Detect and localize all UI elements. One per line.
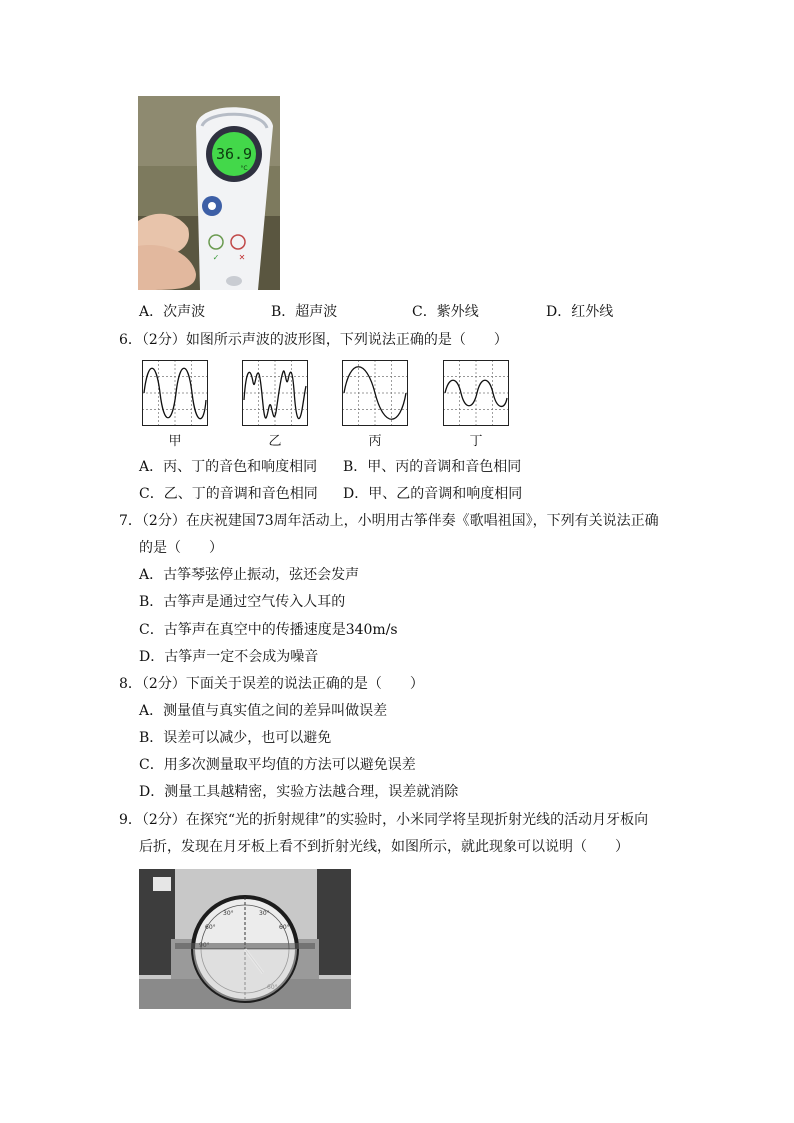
q9-text-line1: 在探究“光的折射规律”的实验时，小米同学将呈现折射光线的活动月牙板向 <box>185 812 649 828</box>
q6-number: 6． <box>119 332 142 348</box>
q8-option-b[interactable]: B．误差可以减少，也可以避免 <box>139 730 332 746</box>
refraction-apparatus-photo <box>139 869 351 1009</box>
wave-label-yi: 乙 <box>268 434 282 449</box>
q9-number: 9． <box>119 812 142 828</box>
q6-stem <box>119 330 508 350</box>
q8-number: 8． <box>119 676 142 692</box>
angle-mark-2: 60° <box>205 924 216 931</box>
waveform-jia <box>142 360 208 426</box>
q8-score: （2分） <box>141 676 186 692</box>
q5-option-b[interactable]: B．超声波 <box>271 304 338 320</box>
q6-options-row1 <box>0 457 794 477</box>
waveform-bing <box>342 360 408 426</box>
q9-stem-line1 <box>119 810 648 830</box>
q8-stem <box>119 674 424 694</box>
thermometer-unit: °C <box>240 165 248 172</box>
q8-option-d[interactable]: D．测量工具越精密，实验方法越合理，误差就消除 <box>139 784 459 800</box>
q8-option-a[interactable]: A．测量值与真实值之间的差异叫做误差 <box>139 703 388 719</box>
q5-option-c[interactable]: C．紫外线 <box>412 304 479 320</box>
q7-option-b[interactable]: B．古筝声是通过空气传入人耳的 <box>139 594 346 610</box>
svg-text:✓: ✓ <box>212 253 220 262</box>
q5-option-d[interactable]: D．红外线 <box>546 304 614 320</box>
thermometer-photo <box>138 96 280 290</box>
q6-option-b[interactable]: B．甲、丙的音调和音色相同 <box>343 459 522 475</box>
wave-label-bing: 丙 <box>368 434 382 449</box>
q6-option-d[interactable]: D．甲、乙的音调和响度相同 <box>343 486 523 502</box>
q7-option-c[interactable]: C．古筝声在真空中的传播速度是340m/s <box>139 622 398 638</box>
thermometer-reading: 36.9 <box>215 145 253 163</box>
q6-score: （2分） <box>141 332 186 348</box>
q6-options-row2 <box>0 484 794 504</box>
waveform-yi <box>242 360 308 426</box>
q7-score: （2分） <box>141 513 186 529</box>
q8-option-c[interactable]: C．用多次测量取平均值的方法可以避免误差 <box>139 757 416 773</box>
q7-stem-line1 <box>119 511 659 531</box>
angle-mark-1: 30° <box>223 910 234 917</box>
svg-text:✕: ✕ <box>238 253 246 262</box>
q7-option-a[interactable]: A．古筝琴弦停止振动，弦还会发声 <box>139 567 360 583</box>
q7-stem-line2: 的是（ ） <box>139 540 223 556</box>
wave-label-jia: 甲 <box>168 434 182 449</box>
angle-mark-5: 30° <box>259 910 270 917</box>
q5-options <box>0 302 794 322</box>
q6-option-c[interactable]: C．乙、丁的音调和音色相同 <box>139 486 318 502</box>
q7-option-d[interactable]: D．古筝声一定不会成为噪音 <box>139 649 319 665</box>
q9-stem-line2: 后折，发现在月牙板上看不到折射光线，如图所示，就此现象可以说明（ ） <box>139 839 629 855</box>
angle-mark-4: 60° <box>279 924 290 931</box>
q9-score: （2分） <box>141 812 186 828</box>
q5-option-a[interactable]: A．次声波 <box>139 304 206 320</box>
q7-number: 7． <box>119 513 142 529</box>
q6-option-a[interactable]: A．丙、丁的音色和响度相同 <box>139 459 318 475</box>
q7-text-line1: 在庆祝建国73周年活动上，小明用古筝伴奏《歌唱祖国》，下列有关说法正确 <box>185 513 659 529</box>
q6-text: 如图所示声波的波形图，下列说法正确的是（ ） <box>185 332 508 348</box>
wave-label-ding: 丁 <box>469 434 483 449</box>
q8-text: 下面关于误差的说法正确的是（ ） <box>185 676 424 692</box>
waveform-ding <box>443 360 509 426</box>
